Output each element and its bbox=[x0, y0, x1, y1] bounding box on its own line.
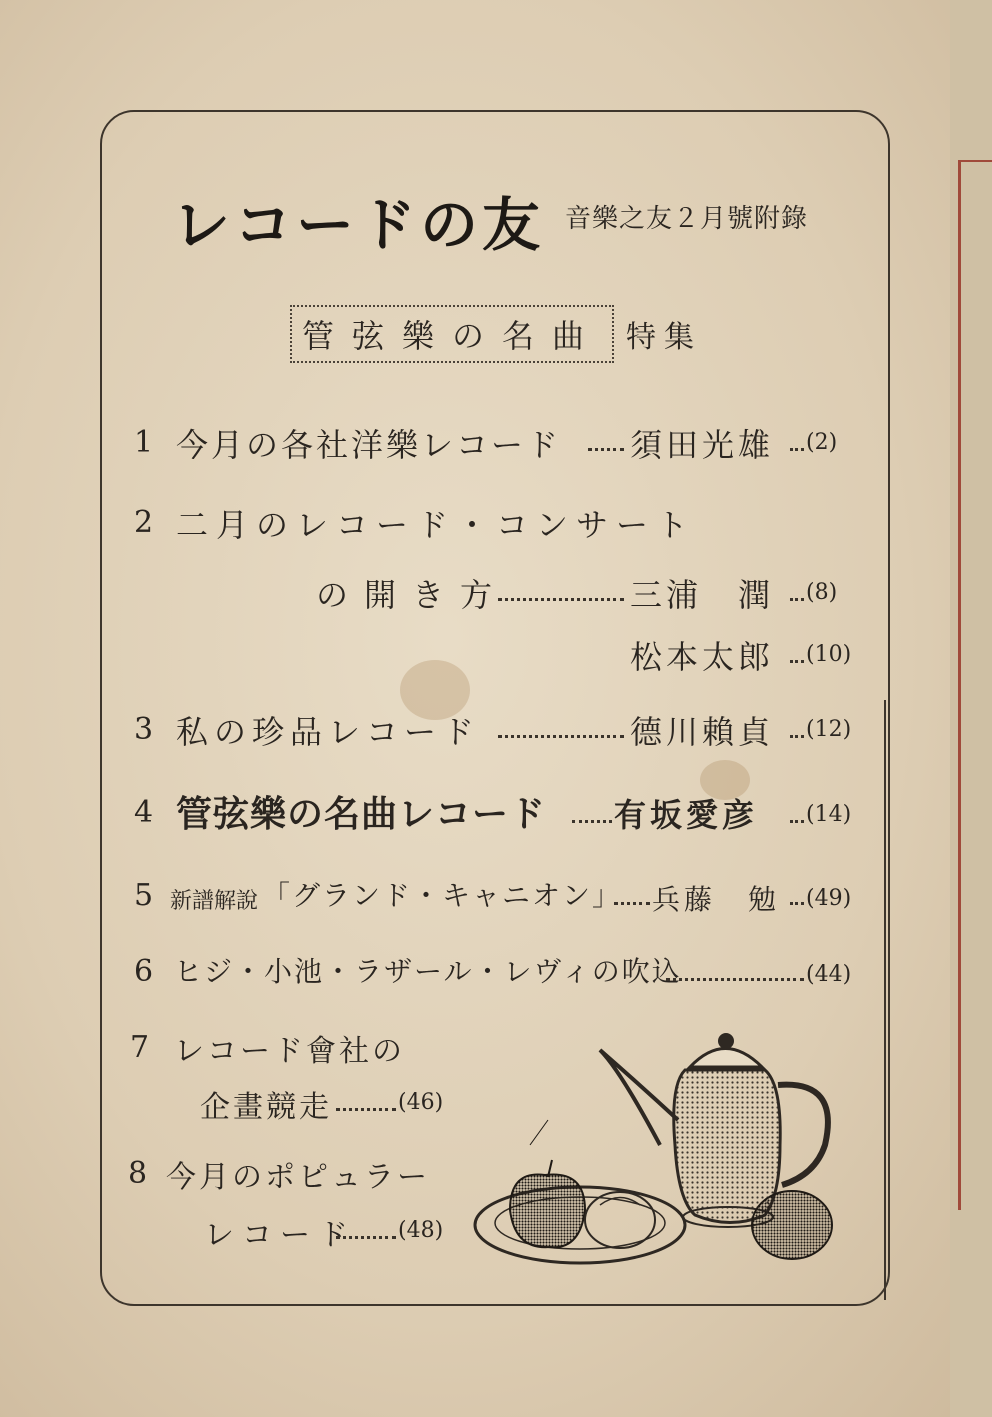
toc-title-continued: 企畫競走 bbox=[200, 1090, 332, 1125]
toc-title: 今月の各社洋樂レコード bbox=[176, 426, 562, 464]
toc-title-continued: レコード bbox=[204, 1218, 356, 1253]
toc-author: 兵藤 勉 bbox=[652, 883, 781, 916]
toc-page: (48) bbox=[398, 1218, 444, 1243]
leader-dots bbox=[666, 978, 804, 981]
toc-page: (14) bbox=[806, 802, 852, 827]
leader-dots bbox=[790, 598, 804, 601]
toc-title: 私の珍品レコード bbox=[176, 713, 481, 751]
teapot-fruit-illustration bbox=[470, 1025, 850, 1285]
leader-dots bbox=[790, 660, 804, 663]
toc-title-continued: の開き方 bbox=[316, 576, 509, 614]
toc-number: 8 bbox=[128, 1156, 148, 1191]
toc-number: 7 bbox=[130, 1030, 150, 1065]
toc-number: 3 bbox=[134, 712, 154, 747]
leader-dots bbox=[336, 1236, 396, 1239]
leader-dots bbox=[588, 448, 624, 451]
toc-page: (46) bbox=[398, 1090, 444, 1115]
leader-dots bbox=[790, 902, 804, 905]
leader-dots bbox=[336, 1108, 396, 1111]
toc-author: 須田光雄 bbox=[630, 426, 775, 464]
leader-dots bbox=[790, 820, 804, 823]
toc-number: 1 bbox=[134, 425, 154, 460]
teapot-lid bbox=[690, 1049, 762, 1068]
leader-dots bbox=[498, 735, 624, 738]
toc-page: (49) bbox=[806, 886, 852, 911]
leader-dots bbox=[614, 902, 650, 905]
apple-shape bbox=[510, 1174, 585, 1247]
toc-page: (44) bbox=[806, 962, 852, 987]
toc-title: ヒジ・小池・ラザール・レヴィの吹込 bbox=[174, 955, 682, 988]
toc-page: (12) bbox=[806, 717, 852, 742]
feature-suffix: 特集 bbox=[626, 320, 703, 355]
supplement-note: 音樂之友２月號附錄 bbox=[565, 204, 809, 234]
toc-title: 今月のポピュラー bbox=[166, 1160, 430, 1195]
leader-dots bbox=[498, 598, 624, 601]
toc-author: 三浦 潤 bbox=[630, 576, 775, 614]
toc-page: (2) bbox=[806, 430, 838, 455]
toc-author: 德川賴貞 bbox=[630, 713, 775, 751]
toc-number: 2 bbox=[134, 505, 154, 540]
toc-number: 4 bbox=[134, 795, 154, 830]
toc-number: 5 bbox=[134, 878, 154, 913]
teapot-handle bbox=[778, 1085, 828, 1185]
toc-page: (8) bbox=[806, 580, 838, 605]
toc-title: レコード會社の bbox=[174, 1034, 405, 1069]
teapot-spout bbox=[600, 1050, 678, 1145]
toc-author: 有坂愛彦 bbox=[614, 796, 759, 834]
toc-title: 二月のレコード・コンサート bbox=[176, 506, 697, 544]
magazine-title: レコードの友 bbox=[172, 191, 545, 259]
toc-title: 管弦樂の名曲レコード bbox=[176, 793, 547, 835]
toc-page-2: (10) bbox=[806, 642, 852, 667]
toc-title: 「グランド・キャニオン」 bbox=[262, 879, 623, 912]
leader-dots bbox=[572, 820, 612, 823]
leader-dots bbox=[790, 735, 804, 738]
toc-author-2: 松本太郎 bbox=[630, 638, 775, 676]
toc-number: 6 bbox=[134, 954, 154, 989]
toc-title-prefix: 新譜解說 bbox=[170, 889, 259, 914]
small-fruit-shape bbox=[752, 1191, 832, 1259]
feature-boxed-title: 管弦樂の名曲 bbox=[290, 305, 614, 363]
leader-dots bbox=[790, 448, 804, 451]
